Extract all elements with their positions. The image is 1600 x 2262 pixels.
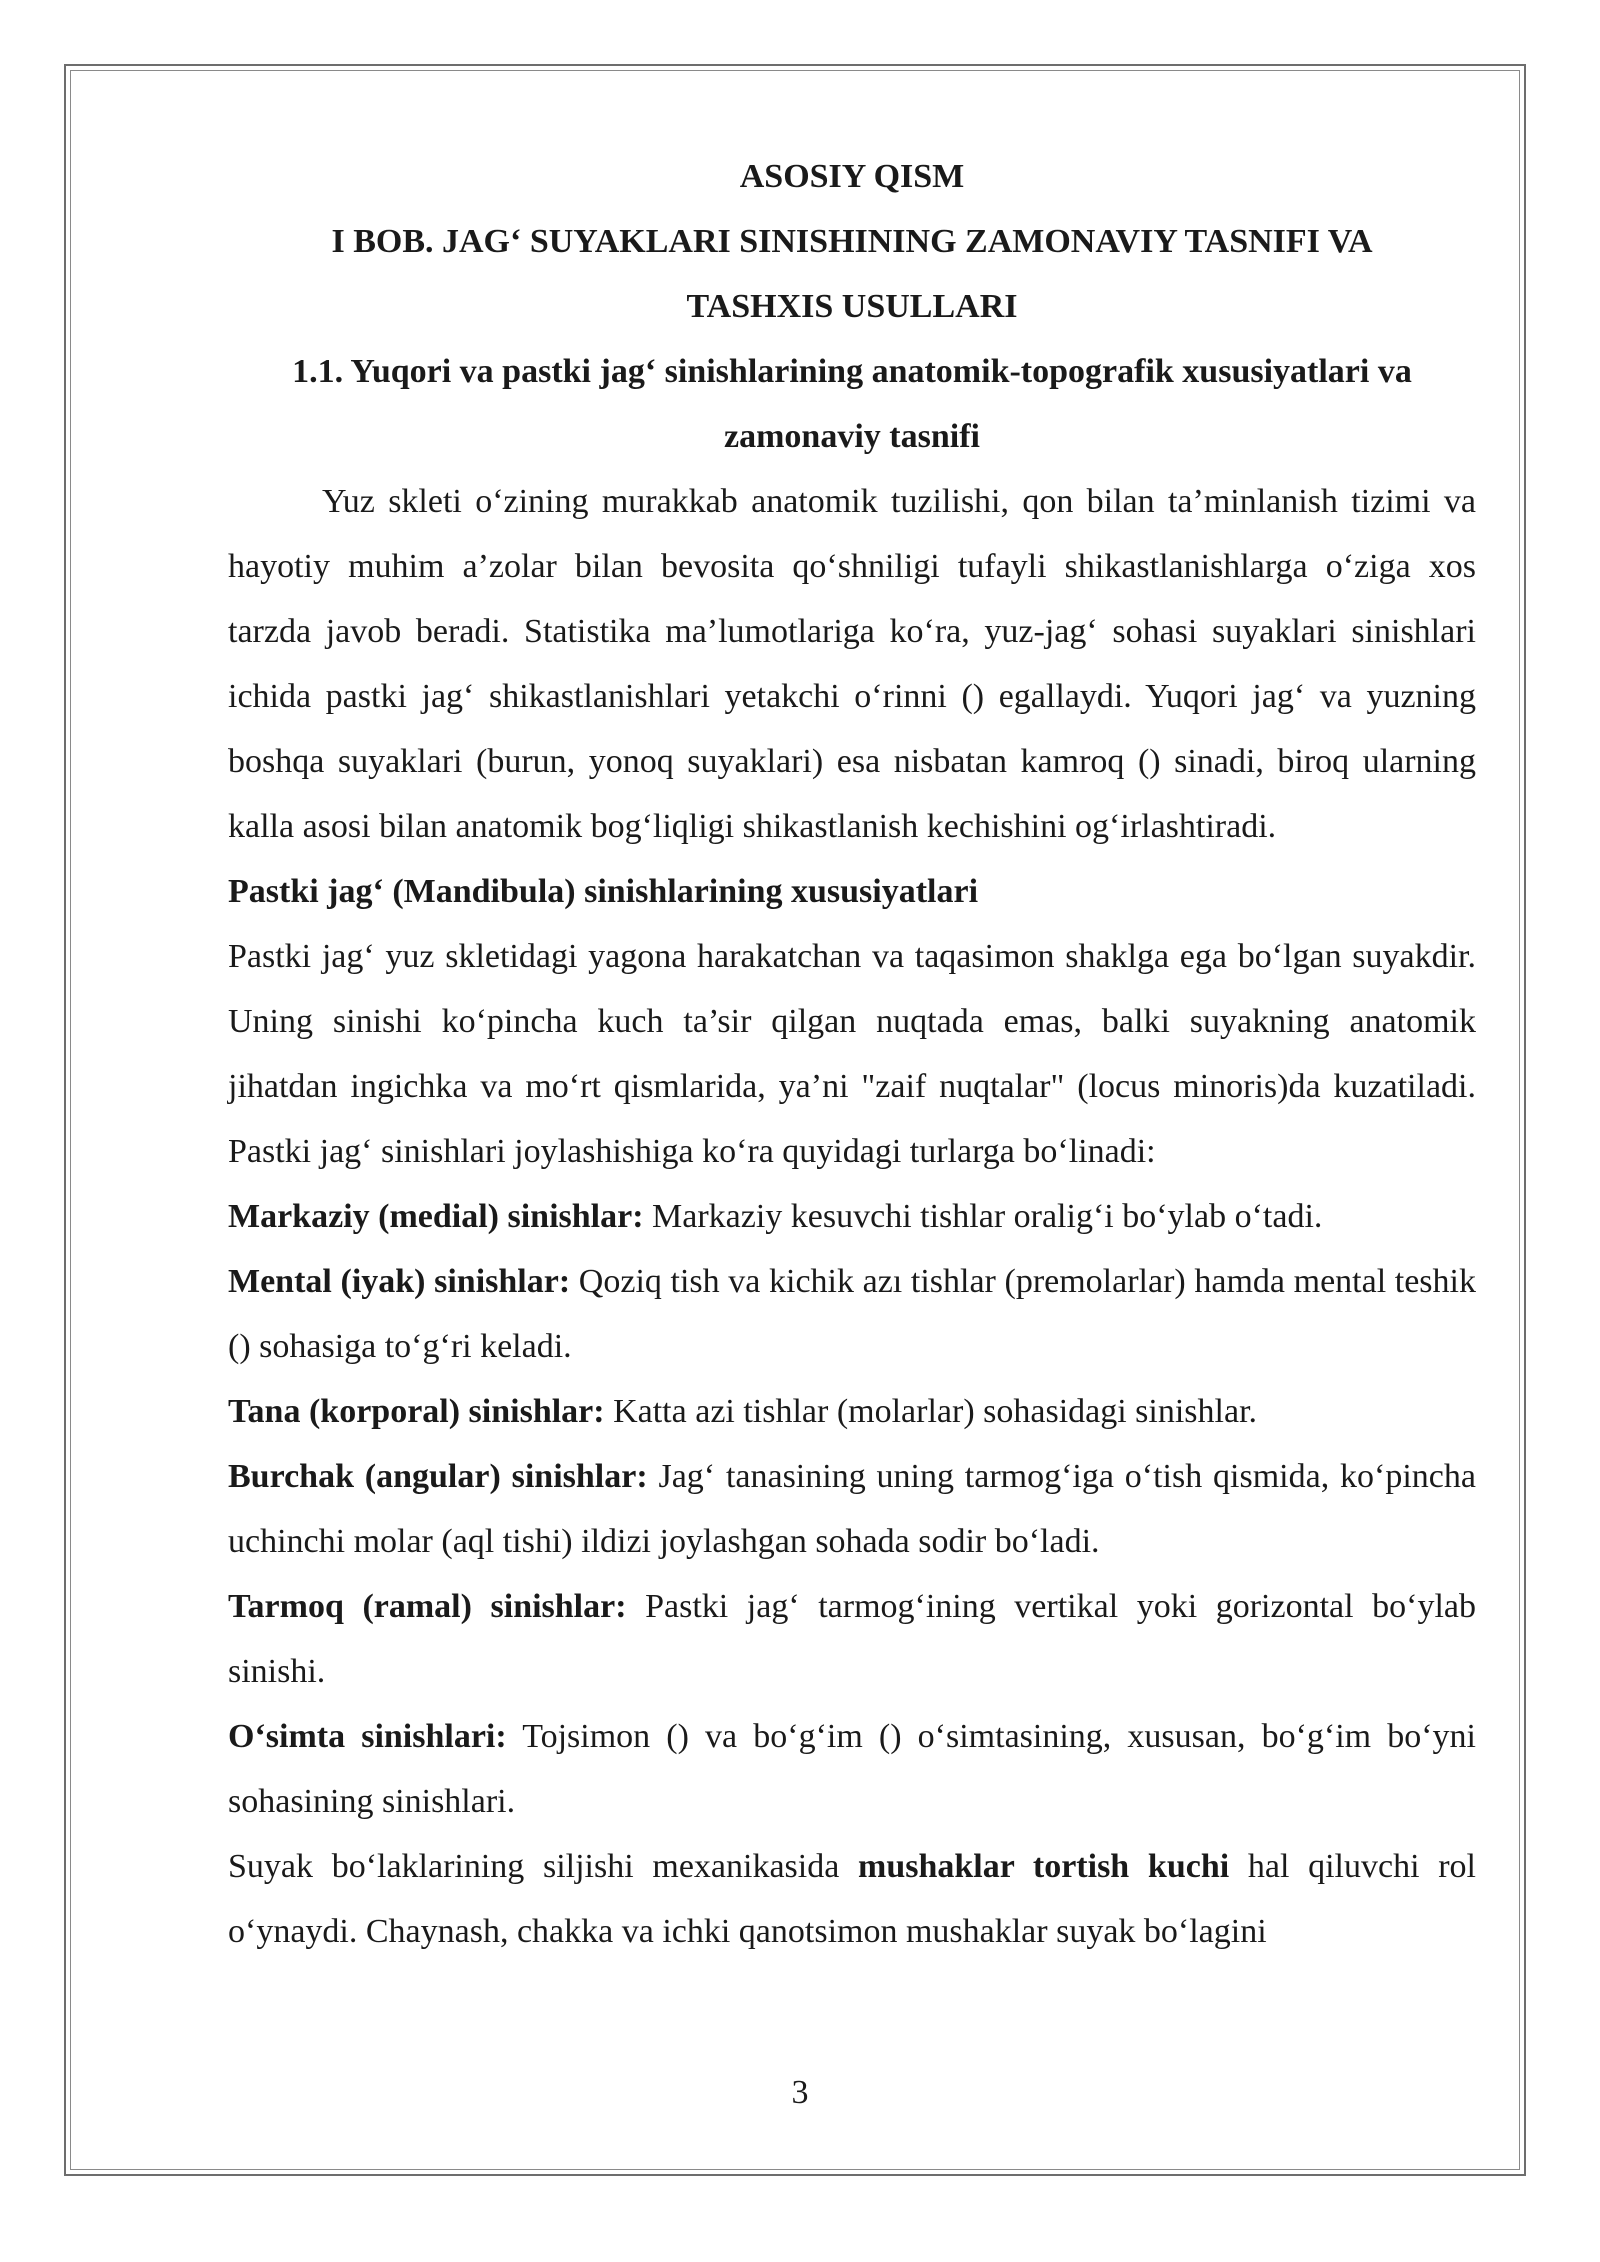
fracture-type-item [228, 1704, 1476, 1834]
mandible-paragraph: Pastki jag‘ yuz skletidagi yagona harakatchan va taqasimon shaklga ega bo‘lgan suyakdir. Uning sinishi ko‘pincha kuch ta’sir qilgan nuqtada emas, balki suyakning anatomik jihatdan ingichka va mo‘rt qismlarida, ya’ni "zaif nuqtalar" (locus minoris)da kuzatiladi. Pastki jag‘ sinishlari joylashishiga ko‘ra quyidagi turlarga bo‘linadi: [228, 938, 1476, 1170]
fracture-type-text: Qoziq tish va kichik azı tishlar (premolarlar) hamda mental teshik () sohasiga to‘g‘ri keladi. [228, 1263, 1476, 1365]
fracture-type-item [228, 1444, 1476, 1574]
fracture-type-term: Mental (iyak) sinishlar: [228, 1263, 571, 1300]
section-title-line-2: zamonaviy tasnifi [724, 418, 980, 455]
fracture-type-text: Pastki jag‘ tarmog‘ining vertikal yoki gorizontal bo‘ylab sinishi. [228, 1588, 1476, 1690]
fracture-type-term: Tana (korporal) sinishlar: [228, 1393, 605, 1430]
closing-paragraph-emphasis: mushaklar tortish kuchi [858, 1848, 1230, 1885]
fracture-type-item [228, 1379, 1476, 1444]
chapter-title-line-2: TASHXIS USULLARI [686, 288, 1018, 325]
closing-paragraph [228, 1834, 1476, 1964]
fracture-type-term: Tarmoq (ramal) sinishlar: [228, 1588, 627, 1625]
fracture-type-term: O‘simta sinishlari: [228, 1718, 507, 1755]
page-content [228, 144, 1476, 1964]
fracture-type-item [228, 1249, 1476, 1379]
fracture-type-text: Katta azi tishlar (molarlar) sohasidagi sinishlar. [604, 1393, 1258, 1430]
fracture-type-item [228, 1574, 1476, 1704]
fracture-type-text: Jag‘ tanasining uning tarmog‘iga o‘tish qismida, ko‘pincha uchinchi molar (aql tishi) ildizi joylashgan sohada sodir bo‘ladi. [228, 1458, 1476, 1560]
fracture-type-term: Burchak (angular) sinishlar: [228, 1458, 648, 1495]
intro-paragraph: Yuz skleti o‘zining murakkab anatomik tuzilishi, qon bilan ta’minlanish tizimi va hayotiy muhim a’zolar bilan bevosita qo‘shniligi tufayli shikastlanishlarga o‘ziga xos tarzda javob beradi. Statistika ma’lumotlariga ko‘ra, yuz-jag‘ sohasi suyaklari sinishlari ichida pastki jag‘ shikastlanishlari yetakchi o‘rinni () egallaydi. Yuqori jag‘ va yuzning boshqa suyaklari (burun, yonoq suyaklari) esa nisbatan kamroq () sinadi, biroq ularning kalla asosi bilan anatomik bog‘liqligi shikastlanish kechishini og‘irlashtiradi. [228, 483, 1476, 845]
page-number: 3 [791, 2074, 809, 2111]
chapter-title-line-1: I BOB. JAG‘ SUYAKLARI SINISHINING ZAMONAVIY TASNIFI VA [331, 223, 1373, 260]
part-title: ASOSIY QISM [739, 158, 965, 195]
fracture-type-text: Markaziy kesuvchi tishlar oralig‘i bo‘ylab o‘tadi. [643, 1198, 1323, 1235]
fracture-type-term: Markaziy (medial) sinishlar: [228, 1198, 644, 1235]
mandible-subheading: Pastki jag‘ (Mandibula) sinishlarining xususiyatlari [228, 873, 979, 910]
fracture-type-item [228, 1184, 1476, 1249]
section-title-line-1: 1.1. Yuqori va pastki jag‘ sinishlarining anatomik-topografik xususiyatlari va [292, 353, 1412, 390]
closing-paragraph-end: hal qiluvchi rol o‘ynaydi. Chaynash, chakka va ichki qanotsimon mushaklar suyak bo‘lagini [228, 1848, 1476, 1950]
closing-paragraph-start: Suyak bo‘laklarining siljishi mexanikasida [228, 1848, 858, 1885]
fracture-type-text: Tojsimon () va bo‘g‘im () o‘simtasining, xususan, bo‘g‘im bo‘yni sohasining sinishlari. [228, 1718, 1477, 1820]
